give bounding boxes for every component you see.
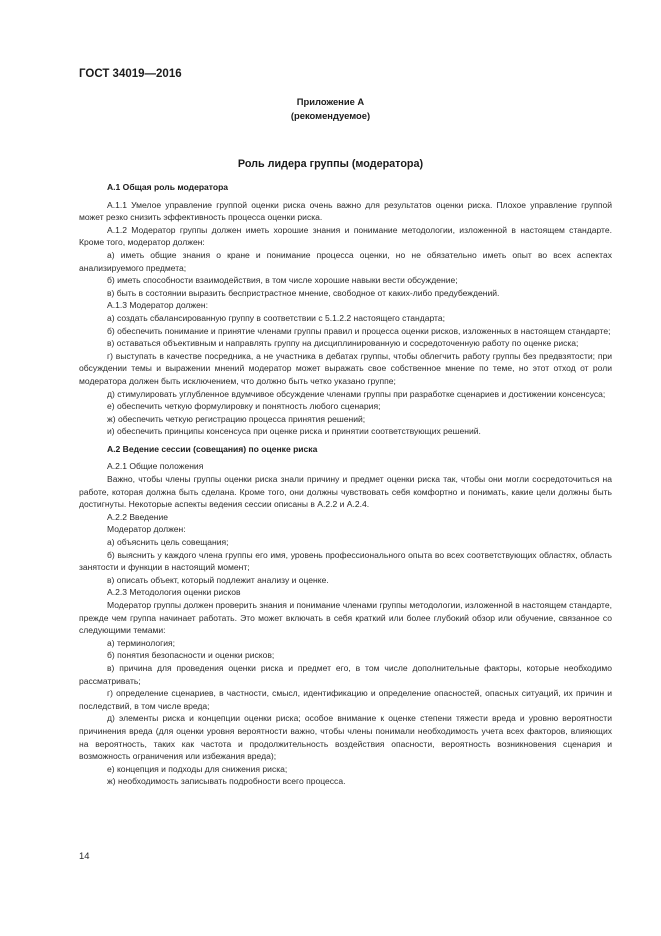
list-item: в) оставаться объективным и направлять группу на дисциплинированную и сосредоточенную работу по оценке риска; [107, 338, 579, 349]
section-heading: А.2 Ведение сессии (совещания) по оценке риска [107, 443, 318, 454]
list-item: б) иметь способности взаимодействия, в том числе хорошие навыки вести обсуждение; [107, 275, 458, 286]
list-item: г) определение сценариев, в частности, смысл, идентификацию и определение опасностей, опасных ситуаций, их причин и последствий, в том числе вреда; [79, 688, 612, 711]
list-item: а) терминология; [107, 637, 175, 648]
list-item: б) обеспечить понимание и принятие членами группы правил и процесса оценки рисков, изложенных в настоящем стандарте; [107, 325, 611, 336]
paragraph: Модератор должен: [107, 524, 186, 535]
paragraph: Модератор группы должен проверить знания и понимание членами группы методологии, изложенной в настоящем стандарте, прежде чем группа начинает работать. Это может включать в себя краткий или более глубокий обзор или обучение, связанное со следующими темами: [79, 600, 612, 636]
list-item: в) описать объект, который подлежит анализу и оценке. [107, 574, 329, 585]
appendix-title: Роль лидера группы (модератора) [237, 158, 424, 170]
list-item: д) стимулировать углубленное вдумчивое обсуждение членами группы при разработке сценариев и достижении консенсуса; [107, 388, 606, 399]
subsection-title: А.2.1 Общие положения [107, 461, 204, 472]
subsection-title: А.2.2 Введение [107, 511, 169, 522]
subsection-title: А.2.3 Методология оценки рисков [107, 587, 241, 598]
list-item: а) иметь общие знания о кране и понимание процесса оценки, но не обязательно иметь опыт во всех аспектах анализируемого предмета; [79, 249, 612, 273]
paragraph: А.1.2 Модератор группы должен иметь хорошие знания и понимание методологии, изложенной в настоящем стандарте. Кроме того, модератор должен: [79, 224, 612, 248]
list-item: б) понятия безопасности и оценки рисков; [107, 650, 275, 661]
paragraph: Важно, чтобы члены группы оценки риска знали причину и предмет оценки риска так, чтобы они могли сосредоточиться на работе, которая должна быть сделана. Кроме того, они должны чувствовать себя комфортно и понимать, какие цели должны быть достигнуты. Некоторые аспекты ведения сессии описаны в А.2.2 и А.2.4. [79, 474, 612, 510]
list-item: в) причина для проведения оценки риска и предмет его, в том числе дополнительные факторы, которые необходимо рассматривать; [79, 662, 612, 686]
list-item: е) концепция и подходы для снижения риска; [107, 763, 288, 774]
list-item: в) быть в состоянии выразить беспристрастное мнение, свободное от каких-либо предубеждений. [107, 287, 500, 298]
page-number: 14 [79, 850, 90, 861]
document-body [79, 181, 612, 788]
appendix-type: (рекомендуемое) [290, 110, 371, 121]
appendix-label: Приложение А [296, 96, 365, 107]
list-item: д) элементы риска и концепции оценки риска; особое внимание к оценке степени тяжести вреда и уровню вероятности причинения вреда (для оценки уровня вероятности важно, чтобы члены понимали необходимость учета всех факторов, влияющих на вероятность, таких как частота и продолжительность воздействия опасности, вероятность возникновения сценария и возможность ограничения или избежания вреда); [79, 713, 612, 762]
list-item: а) создать сбалансированную группу в соответствии с 5.1.2.2 настоящего стандарта; [107, 312, 445, 323]
document-header: ГОСТ 34019—2016 [79, 68, 182, 80]
section-heading: А.1 Общая роль модератора [107, 182, 229, 192]
list-item: б) выяснить у каждого члена группы его имя, уровень профессионального опыта во всех соответствующих областях, область занятости и функции в настоящий момент; [79, 549, 612, 573]
paragraph: А.1.1 Умелое управление группой оценки риска очень важно для результатов оценки риска. Плохое управление группой может резко снизить эффективность процесса оценки риска. [79, 199, 612, 223]
paragraph: А.1.3 Модератор должен: [107, 300, 208, 311]
list-item: а) объяснить цель совещания; [107, 537, 229, 548]
list-item: ж) необходимость записывать подробности всего процесса. [107, 776, 346, 787]
list-item: г) выступать в качестве посредника, а не участника в дебатах группы, чтобы облегчить работу группы без предвзятости; при обсуждении темы и выражении мнений модератор может выражать свое собственное мнение по теме, но этот отход от роли модератора должен быть исключением, что должно быть четко указано группе; [79, 350, 612, 386]
list-item: ж) обеспечить четкую регистрацию процесса принятия решений; [107, 413, 366, 424]
list-item: е) обеспечить четкую формулировку и понятность любого сценария; [107, 401, 381, 412]
list-item: и) обеспечить принципы консенсуса при оценке риска и принятии соответствующих решений. [107, 426, 481, 437]
